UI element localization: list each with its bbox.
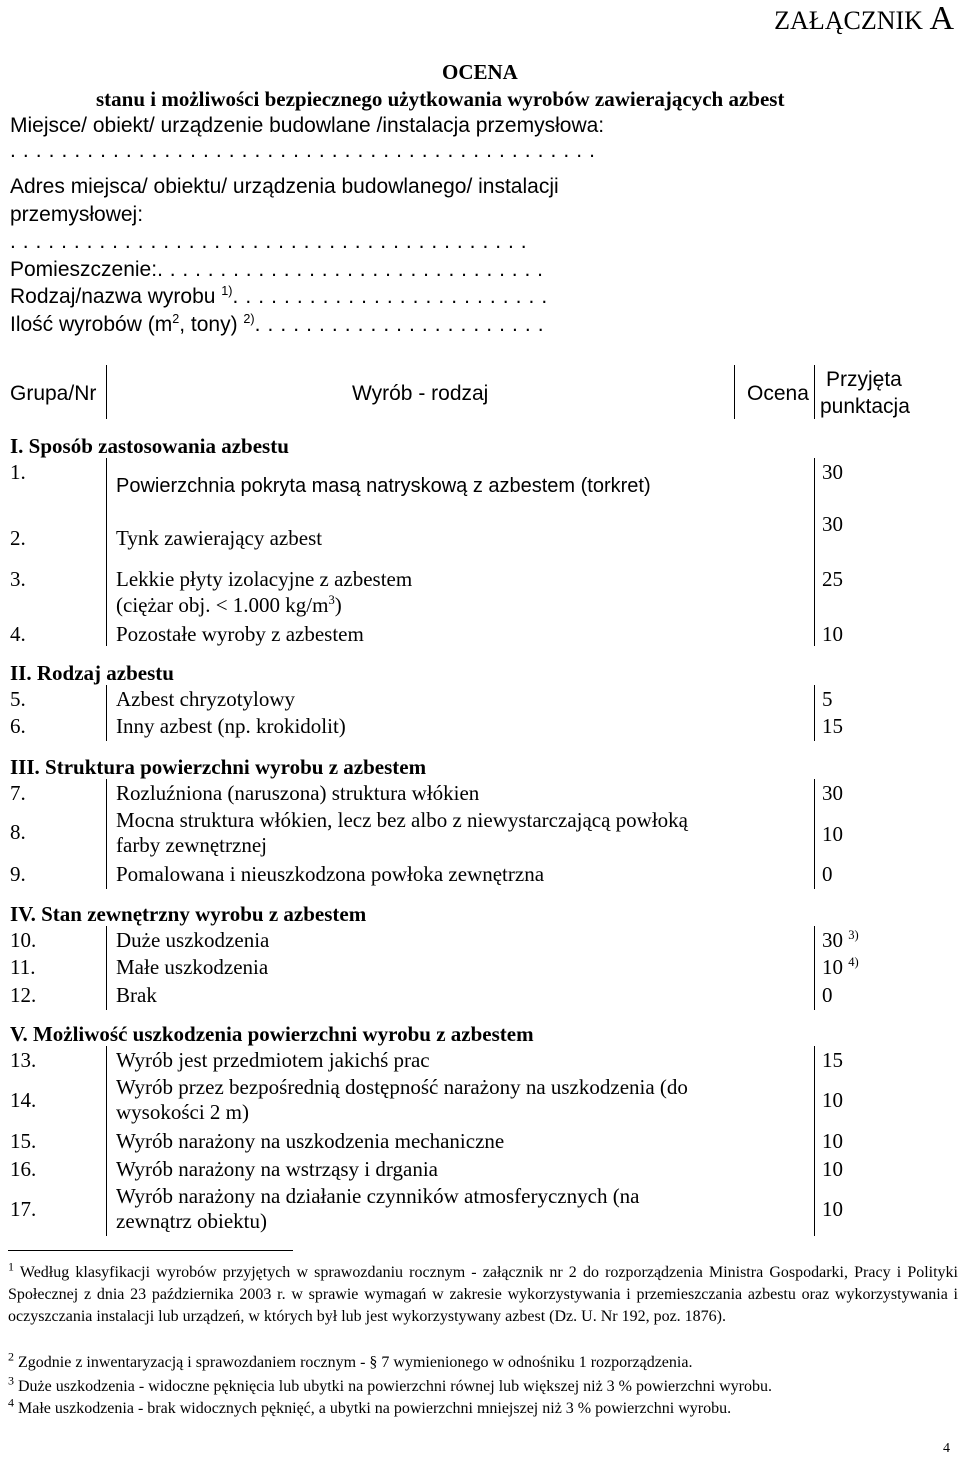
place-dots: . . . . . . . . . . . . . . . . . . . . . . . . . . . . . . . . . . . . . . . . . . . . . . [10, 139, 596, 162]
page-number: 4 [943, 1441, 950, 1456]
row-text-line2-main: (ciężar obj. < 1.000 kg/m [116, 593, 329, 617]
col-divider [106, 1046, 107, 1236]
footnote-1 [8, 1259, 958, 1328]
product-label: Rodzaj/nazwa wyrobu [10, 285, 216, 308]
row-number: 8. [10, 820, 26, 844]
address-label-line1: Adres miejsca/ obiektu/ urządzenia budowlanego/ instalacji [10, 175, 559, 198]
header-divider-2 [734, 365, 735, 419]
row-number: 7. [10, 781, 26, 805]
row-footnote-ref: 4) [848, 955, 859, 969]
footnote-mark: 4 [8, 1395, 14, 1410]
row-points: 10 [822, 822, 843, 846]
row-text: Azbest chryzotylowy [116, 687, 296, 711]
row-points: 0 [822, 983, 833, 1007]
row-points: 30 [822, 512, 843, 536]
footnote-mark: 1 [8, 1259, 14, 1274]
annex-label [774, 0, 954, 38]
section-title-3: III. Struktura powierzchni wyrobu z azbestem [10, 755, 427, 779]
row-points: 10 [822, 1197, 843, 1221]
footnote-3 [8, 1373, 958, 1398]
row-text: Rozluźniona (naruszona) struktura włókien [116, 781, 480, 805]
address-label-line2: przemysłowej: [10, 203, 144, 226]
row-text: Wyrób narażony na uszkodzenia mechaniczne [116, 1129, 505, 1153]
row-points: 10 [822, 622, 843, 646]
row-number: 14. [10, 1088, 37, 1112]
footnote-text: Zgodnie z inwentaryzacją i sprawozdaniem rocznym - § 7 wymienionego w odnośniku 1 rozporządzenia. [18, 1354, 693, 1371]
row-text: Wyrób narażony na działanie czynników atmosferycznych (na zewnątrz obiektu) [116, 1184, 640, 1233]
row-text: Tynk zawierający azbest [116, 526, 323, 550]
row-points [822, 955, 859, 979]
quantity-unit-label: , tony) [179, 313, 238, 336]
row-text: Mocna struktura włókien, lecz bez albo z niewystarczającą powłoką farby zewnętrznej [116, 808, 689, 857]
footnote-4 [8, 1395, 958, 1420]
place-label: Miejsce/ obiekt/ urządzenie budowlane /instalacja przemysłowa: [10, 114, 605, 137]
row-text-line2-end: ) [334, 593, 342, 617]
row-text: Małe uszkodzenia [116, 955, 269, 979]
row-number: 6. [10, 714, 26, 738]
row-number: 15. [10, 1129, 37, 1153]
row-text-line2 [116, 593, 342, 617]
quantity-field [10, 313, 544, 337]
row-text: Lekkie płyty izolacyjne z azbestem [116, 567, 413, 591]
row-text: Brak [116, 983, 157, 1007]
row-number: 12. [10, 983, 37, 1007]
row-number: 16. [10, 1157, 37, 1181]
address-dots: . . . . . . . . . . . . . . . . . . . . . . . . . . . . . . . . . . . . . . . . . [10, 230, 528, 253]
room-dots: . . . . . . . . . . . . . . . . . . . . . . . . . . . . . . . [157, 258, 544, 281]
row-points: 10 [822, 1129, 843, 1153]
document-subtitle: stanu i możliwości bezpiecznego użytkowania wyrobów zawierających azbest [96, 87, 785, 111]
row-points: 25 [822, 567, 843, 591]
col-divider [106, 685, 107, 741]
row-number: 4. [10, 622, 26, 646]
header-divider-1 [106, 365, 107, 419]
section-title-5: V. Możliwość uszkodzenia powierzchni wyrobu z azbestem [10, 1022, 534, 1046]
row-text-line2-sup: 3 [328, 593, 335, 607]
row-text: Powierzchnia pokryta masą natryskową z azbestem (torkret) [116, 475, 651, 497]
row-points [822, 928, 859, 952]
document-title: OCENA [442, 60, 518, 84]
col-divider [814, 685, 815, 741]
header-group: Grupa/Nr [10, 382, 97, 405]
row-points: 0 [822, 862, 833, 886]
product-dots: . . . . . . . . . . . . . . . . . . . . . . . . . [232, 285, 548, 308]
row-points: 10 [822, 1157, 843, 1181]
col-divider [814, 1046, 815, 1236]
row-text: Inny azbest (np. krokidolit) [116, 714, 346, 738]
header-rating: Ocena [747, 382, 809, 405]
row-text: Wyrób przez bezpośrednią dostępność narażony na uszkodzenia (do wysokości 2 m) [116, 1075, 688, 1124]
row-points: 10 [822, 1088, 843, 1112]
annex-letter: A [929, 0, 954, 37]
header-divider-3 [814, 365, 815, 419]
room-field [10, 258, 543, 282]
product-footnote-ref: 1) [221, 284, 233, 298]
row-points-value: 30 [822, 928, 843, 952]
row-points-value: 10 [822, 955, 843, 979]
quantity-label: Ilość wyrobów (m [10, 313, 173, 336]
header-product: Wyrób - rodzaj [352, 382, 489, 405]
row-number: 11. [10, 955, 36, 979]
product-field [10, 285, 548, 309]
row-footnote-ref: 3) [848, 928, 859, 942]
footnote-text: Według klasyfikacji wyrobów przyjętych w sprawozdaniu rocznym - załącznik nr 2 do rozporządzenia Ministra Gospodarki, Pracy i Polityki Społecznej z dnia 23 października 2003 r. w sprawie wymagań w zakresie wykorzystywania i przemieszczania azbestu oraz wykorzystywania i oczyszczania instalacji lub urządzeń, w których był lub jest wykorzystywany azbest (Dz. U. Nr 192, poz. 1876). [8, 1264, 958, 1325]
quantity-footnote-ref: 2) [243, 312, 255, 326]
quantity-dots: . . . . . . . . . . . . . . . . . . . . . . . [254, 313, 545, 336]
row-number: 17. [10, 1197, 37, 1221]
col-divider [106, 458, 107, 646]
footnote-mark: 3 [8, 1373, 14, 1388]
header-score-line1: Przyjęta [826, 368, 902, 391]
row-number: 9. [10, 862, 26, 886]
col-divider [106, 779, 107, 889]
col-divider [814, 458, 815, 646]
footnote-separator [8, 1250, 293, 1251]
row-points: 5 [822, 687, 833, 711]
row-text: Wyrób jest przedmiotem jakichś prac [116, 1048, 430, 1072]
annex-word: ZAŁĄCZNIK [774, 6, 923, 35]
row-text: Wyrób narażony na wstrząsy i drgania [116, 1157, 438, 1181]
row-number: 5. [10, 687, 26, 711]
row-points: 30 [822, 460, 843, 484]
row-text: Pozostałe wyroby z azbestem [116, 622, 364, 646]
header-score-line2: punktacja [820, 395, 910, 418]
col-divider [106, 926, 107, 1010]
row-number: 1. [10, 460, 26, 484]
row-number: 3. [10, 567, 26, 591]
row-number: 2. [10, 526, 26, 550]
footnote-text: Duże uszkodzenia - widoczne pęknięcia lub ubytki na powierzchni równej lub większej niż 3 % powierzchni wyrobu. [18, 1378, 772, 1395]
col-divider [814, 779, 815, 889]
row-number: 13. [10, 1048, 37, 1072]
row-points: 15 [822, 714, 843, 738]
section-title-2: II. Rodzaj azbestu [10, 661, 174, 685]
row-points: 15 [822, 1048, 843, 1072]
footnote-mark: 2 [8, 1349, 14, 1364]
footnote-2 [8, 1349, 958, 1374]
col-divider [814, 926, 815, 1010]
section-title-1: I. Sposób zastosowania azbestu [10, 434, 289, 458]
row-number: 10. [10, 928, 37, 952]
row-points: 30 [822, 781, 843, 805]
footnote-text: Małe uszkodzenia - brak widocznych pęknięć, a ubytki na powierzchni mniejszej niż 3 % powierzchni wyrobu. [18, 1400, 732, 1417]
row-text: Duże uszkodzenia [116, 928, 270, 952]
quantity-m2-sup: 2 [172, 312, 180, 326]
room-label: Pomieszczenie: [10, 258, 158, 281]
section-title-4: IV. Stan zewnętrzny wyrobu z azbestem [10, 902, 367, 926]
row-text: Pomalowana i nieuszkodzona powłoka zewnętrzna [116, 862, 545, 886]
